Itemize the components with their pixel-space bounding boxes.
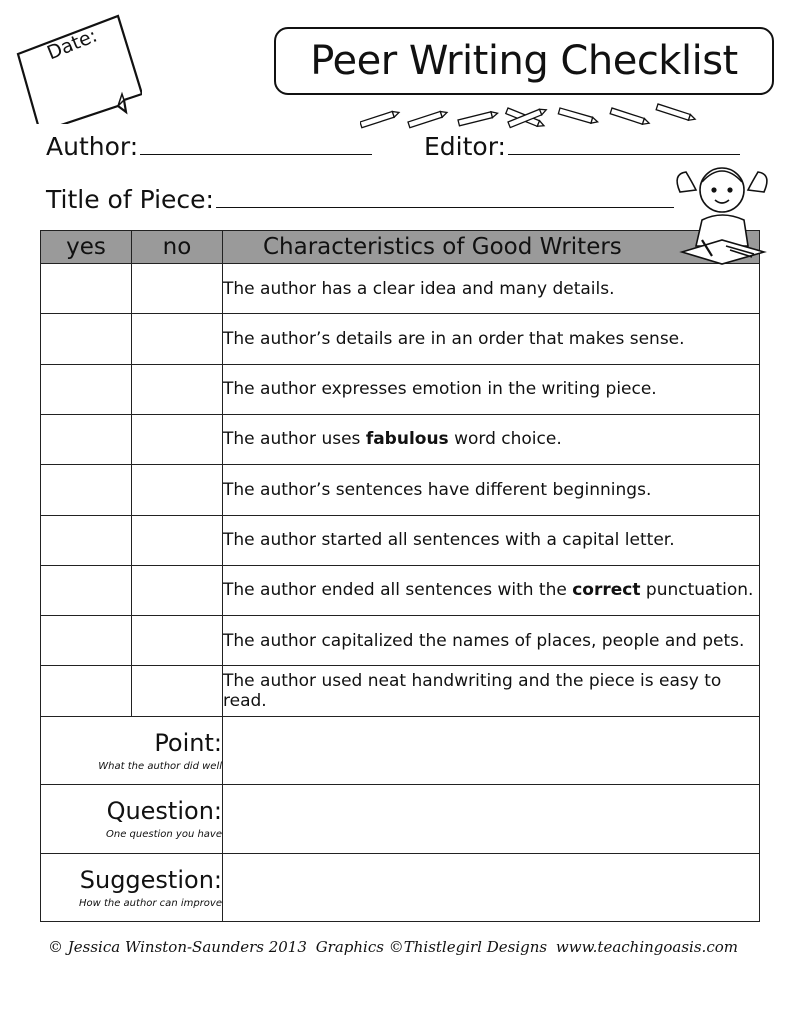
criterion-text-part: The author uses <box>223 429 366 450</box>
title-of-piece-line[interactable] <box>216 206 674 208</box>
page-title <box>274 27 774 95</box>
feedback-row-point <box>41 716 760 784</box>
footer-graphics: Graphics ©Thistlegirl Designs <box>315 938 548 956</box>
footer-copyright: © Jessica Winston-Saunders 2013 <box>48 938 307 956</box>
table-row <box>41 565 760 615</box>
suggestion-hint: How the author can improve <box>78 897 222 909</box>
yes-cell[interactable] <box>41 465 132 515</box>
criterion-text <box>223 415 760 465</box>
criterion-text <box>223 565 760 615</box>
author-label: Author: <box>46 132 139 161</box>
criterion-emphasis: correct <box>572 580 641 601</box>
point-hint: What the author did well <box>98 760 222 772</box>
question-hint: One question you have <box>105 829 222 841</box>
criterion-text-part: word choice. <box>448 429 562 450</box>
criterion-text-part: The author expresses emotion in the writing piece. <box>223 379 657 400</box>
criterion-text-part: The author’s sentences have different beginnings. <box>223 479 652 500</box>
suggestion-label: Suggestion: <box>79 865 222 894</box>
pencil-row-icon <box>360 100 700 130</box>
author-field[interactable] <box>46 132 372 161</box>
no-cell[interactable] <box>132 314 223 364</box>
no-cell[interactable] <box>132 364 223 414</box>
yes-cell[interactable] <box>41 616 132 666</box>
checklist-table <box>40 230 760 922</box>
criterion-text-part: The author’s details are in an order that makes sense. <box>223 328 685 349</box>
yes-cell[interactable] <box>41 515 132 565</box>
page-title-text: Peer Writing Checklist <box>310 38 738 84</box>
table-row <box>41 314 760 364</box>
no-cell[interactable] <box>132 415 223 465</box>
yes-cell[interactable] <box>41 364 132 414</box>
feedback-row-suggestion <box>41 853 760 922</box>
table-row <box>41 616 760 666</box>
criterion-text <box>223 264 760 314</box>
point-response[interactable] <box>223 716 760 784</box>
editor-field[interactable] <box>424 132 740 161</box>
feedback-row-question <box>41 785 760 853</box>
criterion-text <box>223 314 760 364</box>
no-cell[interactable] <box>132 264 223 314</box>
header-yes: yes <box>41 231 132 264</box>
table-row <box>41 264 760 314</box>
editor-line[interactable] <box>508 153 740 155</box>
feedback-label-cell <box>41 853 223 922</box>
table-row <box>41 364 760 414</box>
girl-writing-icon <box>672 160 772 270</box>
no-cell[interactable] <box>132 616 223 666</box>
yes-cell[interactable] <box>41 314 132 364</box>
no-cell[interactable] <box>132 465 223 515</box>
no-cell[interactable] <box>132 515 223 565</box>
feedback-label-cell <box>41 785 223 853</box>
yes-cell[interactable] <box>41 565 132 615</box>
point-label: Point: <box>154 728 222 757</box>
yes-cell[interactable] <box>41 415 132 465</box>
table-row <box>41 666 760 716</box>
table-row <box>41 465 760 515</box>
no-cell[interactable] <box>132 666 223 716</box>
criterion-text <box>223 666 760 716</box>
feedback-label-cell <box>41 716 223 784</box>
date-label: Date: <box>44 24 101 65</box>
no-cell[interactable] <box>132 565 223 615</box>
criterion-text-part: punctuation. <box>640 580 754 601</box>
footer <box>48 938 738 956</box>
yes-cell[interactable] <box>41 666 132 716</box>
editor-label: Editor: <box>424 132 506 161</box>
criterion-text-part: The author capitalized the names of places, people and pets. <box>223 630 745 651</box>
table-header-row <box>41 231 760 264</box>
table-row <box>41 515 760 565</box>
question-label: Question: <box>106 797 222 826</box>
author-line[interactable] <box>140 153 372 155</box>
criterion-text-part: The author used neat handwriting and the piece is easy to read. <box>223 670 722 712</box>
criterion-text-part: The author has a clear idea and many details. <box>223 278 615 299</box>
criterion-text-part: The author ended all sentences with the <box>223 580 573 601</box>
table-row <box>41 415 760 465</box>
criterion-text <box>223 515 760 565</box>
yes-cell[interactable] <box>41 264 132 314</box>
criterion-text <box>223 364 760 414</box>
criterion-emphasis: fabulous <box>365 429 449 450</box>
footer-website[interactable]: www.teachingoasis.com <box>555 938 738 956</box>
header-characteristics-text: Characteristics of Good Writers <box>263 234 622 261</box>
question-response[interactable] <box>223 785 760 853</box>
header-no: no <box>132 231 223 264</box>
suggestion-response[interactable] <box>223 853 760 922</box>
criterion-text <box>223 616 760 666</box>
criterion-text-part: The author started all sentences with a capital letter. <box>223 530 675 551</box>
criterion-text <box>223 465 760 515</box>
title-of-piece-field[interactable] <box>46 185 674 214</box>
title-of-piece-label: Title of Piece: <box>46 185 214 214</box>
